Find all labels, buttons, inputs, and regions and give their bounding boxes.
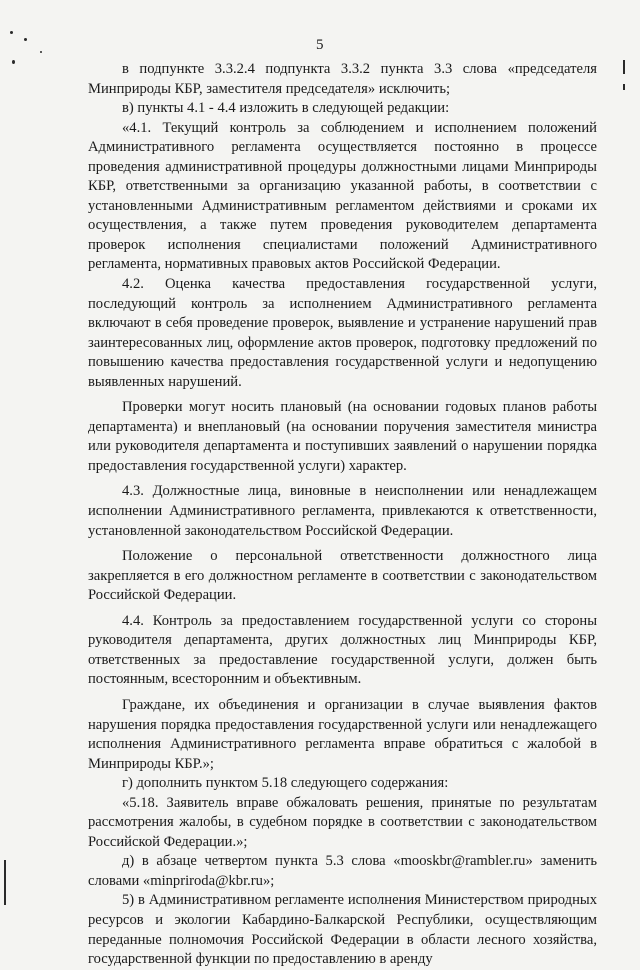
scan-speck: [24, 38, 27, 41]
scan-speck: [12, 60, 15, 64]
paragraph: д) в абзаце четвертом пункта 5.3 слова «mooskbr@rambler.ru» заменить словами «minpriroda@kbr.ru»;: [88, 853, 597, 889]
paragraph: в подпункте 3.3.2.4 подпункта 3.3.2 пункта 3.3 слова «председателя Минприроды КБР, заместителя председателя» исключить;: [88, 61, 597, 97]
paragraph: в) пункты 4.1 - 4.4 изложить в следующей редакции:: [122, 100, 450, 117]
page-number: 5: [316, 37, 324, 53]
scan-speck: [10, 31, 13, 34]
paragraph: 4.2. Оценка качества предоставления государственной услуги, последующий контроль за исполнением Административного регламента включают в себя проведение проверок, выявление и устранение нарушений прав заинтересованных лиц, оформление актов проверок, подготовку предложений по повышению качества предоставления государственной услуги и недопущению выявленных нарушений.: [88, 276, 597, 390]
scan-edge-mark: [623, 60, 625, 74]
paragraph: Положение о персональной ответственности должностного лица закрепляется в его должностном регламенте в соответствии с законодательством Российской Федерации.: [88, 548, 597, 604]
paragraph: Проверки могут носить плановый (на основании годовых планов работы департамента) и внеплановый (на основании поручения заместителя министра или руководителя департамента и поступивших заявлений о нарушении порядка предоставления государственной услуги) характер.: [88, 399, 597, 474]
paragraph: 5) в Административном регламенте исполнения Министерством природных ресурсов и экологии Кабардино-Балкарской Республики, осуществляющим переданные полномочия Российской Федерации в области лесного хозяйства, государственной функции по предоставлению в аренду: [88, 892, 597, 968]
paragraph: 4.4. Контроль за предоставлением государственной услуги со стороны руководителя департамента, других должностных лиц Минприроды КБР, ответственных за предоставление государственной услуги, должен быть постоянным, всесторонним и объективным.: [88, 612, 597, 688]
scan-edge-mark: [623, 84, 625, 90]
paragraph: Граждане, их объединения и организации в случае выявления фактов нарушения порядка предоставления государственной услуги или ненадлежащего исполнения Административного регламента вправе обратиться с жалобой в Минприроды КБР.»;: [88, 696, 597, 772]
document-body: [88, 60, 597, 970]
scan-speck: [40, 51, 42, 53]
scan-edge-mark: [4, 860, 6, 905]
paragraph: «5.18. Заявитель вправе обжаловать решения, принятые по результатам рассмотрения жалобы, в судебном порядке в соответствии с законодательством Российской Федерации.»;: [88, 794, 597, 850]
paragraph: 4.3. Должностные лица, виновные в неисполнении или ненадлежащем исполнении Административного регламента, привлекаются к ответственности, установленной законодательством Российской Федерации.: [88, 483, 597, 539]
paragraph: «4.1. Текущий контроль за соблюдением и исполнением положений Административного регламента осуществляется постоянно в процессе проведения административной процедуры должностными лицами Минприроды КБР, ответственными за организацию указанной работы, в соответствии с установленными Административным регламентом действиями и сроками их осуществления, а также путем проведения руководителем департамента проверок исполнения специалистами положений Административного регламента, нормативных правовых актов Российской Федерации.: [88, 119, 597, 273]
paragraph: г) дополнить пунктом 5.18 следующего содержания:: [122, 775, 449, 792]
